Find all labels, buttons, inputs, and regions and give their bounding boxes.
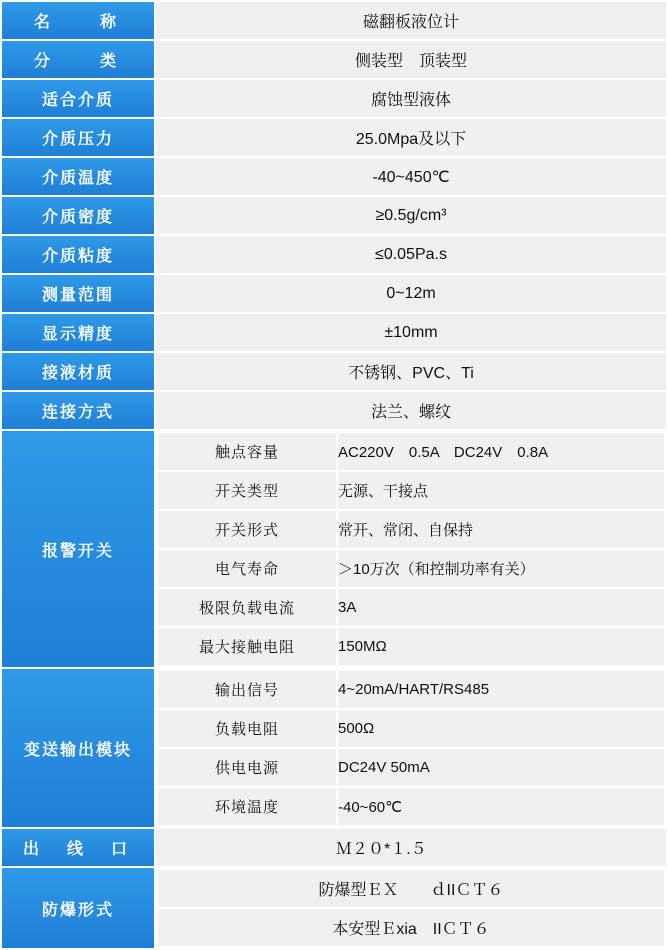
list-item (157, 709, 665, 748)
explosion-proof-value-ex-d: 防爆型ＥＸ ｄIIＣＴ６ (157, 869, 665, 908)
row-value-temperature: -40~450℃ (155, 157, 667, 196)
transmitter-item-label-load-resistance: 负载电阻 (157, 709, 337, 748)
alarm-item-value-switch-type: 无源、干接点 (337, 471, 665, 510)
alarm-item-value-max-contact-resistance: 150MΩ (337, 627, 665, 666)
table-row (1, 196, 667, 235)
list-item (157, 748, 665, 787)
transmitter-item-label-power-supply: 供电电源 (157, 748, 337, 787)
list-item (157, 432, 665, 471)
list-item (157, 869, 665, 908)
row-value-pressure: 25.0Mpa及以下 (155, 118, 667, 157)
row-value-density: ≥0.5g/cm³ (155, 196, 667, 235)
outlet-label: 出 线 口 (1, 828, 155, 867)
table-row (1, 235, 667, 274)
transmitter-module-label: 变送输出模块 (1, 668, 155, 828)
table-row (1, 40, 667, 79)
row-value-connection: 法兰、螺纹 (155, 391, 667, 430)
list-item (157, 627, 665, 666)
row-value-accuracy: ±10mm (155, 313, 667, 352)
table-row (1, 79, 667, 118)
explosion-proof-label: 防爆形式 (1, 867, 155, 949)
table-row (1, 391, 667, 430)
row-label-density: 介质密度 (1, 196, 155, 235)
list-item (157, 510, 665, 549)
list-item (157, 471, 665, 510)
transmitter-item-value-output-signal: 4~20mA/HART/RS485 (337, 670, 665, 709)
alarm-switch-group (1, 430, 667, 668)
transmitter-module-items (155, 668, 667, 828)
transmitter-item-value-ambient-temperature: -40~60℃ (337, 787, 665, 826)
outlet-value: Ｍ２０*１.５ (155, 828, 667, 867)
alarm-item-label-electrical-life: 电气寿命 (157, 549, 337, 588)
alarm-item-label-switch-form: 开关形式 (157, 510, 337, 549)
row-value-wetted-material: 不锈钢、PVC、Ti (155, 352, 667, 391)
alarm-item-value-switch-form: 常开、常闭、自保持 (337, 510, 665, 549)
table-row (1, 118, 667, 157)
row-label-temperature: 介质温度 (1, 157, 155, 196)
table-row (1, 1, 667, 40)
row-label-category: 分 类 (1, 40, 155, 79)
transmitter-item-label-ambient-temperature: 环境温度 (157, 787, 337, 826)
table-row (1, 352, 667, 391)
alarm-item-label-limit-current: 极限负载电流 (157, 588, 337, 627)
list-item (157, 588, 665, 627)
alarm-switch-label: 报警开关 (1, 430, 155, 668)
table-row (1, 313, 667, 352)
table-row (1, 274, 667, 313)
row-label-range: 测量范围 (1, 274, 155, 313)
row-value-viscosity: ≤0.05Pa.s (155, 235, 667, 274)
row-value-medium: 腐蚀型液体 (155, 79, 667, 118)
explosion-proof-value-exia: 本安型Ｅxia IIＣＴ６ (157, 908, 665, 947)
alarm-item-label-contact-capacity: 触点容量 (157, 432, 337, 471)
row-label-name: 名 称 (1, 1, 155, 40)
table-row (1, 828, 667, 867)
alarm-item-value-contact-capacity: AC220V 0.5A DC24V 0.8A (337, 432, 665, 471)
transmitter-item-value-power-supply: DC24V 50mA (337, 748, 665, 787)
explosion-proof-group (1, 867, 667, 949)
row-label-wetted-material: 接液材质 (1, 352, 155, 391)
alarm-item-value-limit-current: 3A (337, 588, 665, 627)
transmitter-item-value-load-resistance: 500Ω (337, 709, 665, 748)
list-item (157, 670, 665, 709)
alarm-item-label-switch-type: 开关类型 (157, 471, 337, 510)
alarm-item-label-max-contact-resistance: 最大接触电阻 (157, 627, 337, 666)
alarm-item-value-electrical-life: ＞10万次（和控制功率有关） (337, 549, 665, 588)
transmitter-module-group (1, 668, 667, 828)
list-item (157, 787, 665, 826)
row-value-category: 侧装型 顶装型 (155, 40, 667, 79)
row-value-range: 0~12m (155, 274, 667, 313)
list-item (157, 549, 665, 588)
alarm-switch-items (155, 430, 667, 668)
transmitter-item-label-output-signal: 输出信号 (157, 670, 337, 709)
row-label-viscosity: 介质粘度 (1, 235, 155, 274)
row-label-medium: 适合介质 (1, 79, 155, 118)
explosion-proof-values (155, 867, 667, 949)
list-item (157, 908, 665, 947)
row-label-pressure: 介质压力 (1, 118, 155, 157)
row-label-accuracy: 显示精度 (1, 313, 155, 352)
table-row (1, 157, 667, 196)
row-value-name: 磁翻板液位计 (155, 1, 667, 40)
row-label-connection: 连接方式 (1, 391, 155, 430)
